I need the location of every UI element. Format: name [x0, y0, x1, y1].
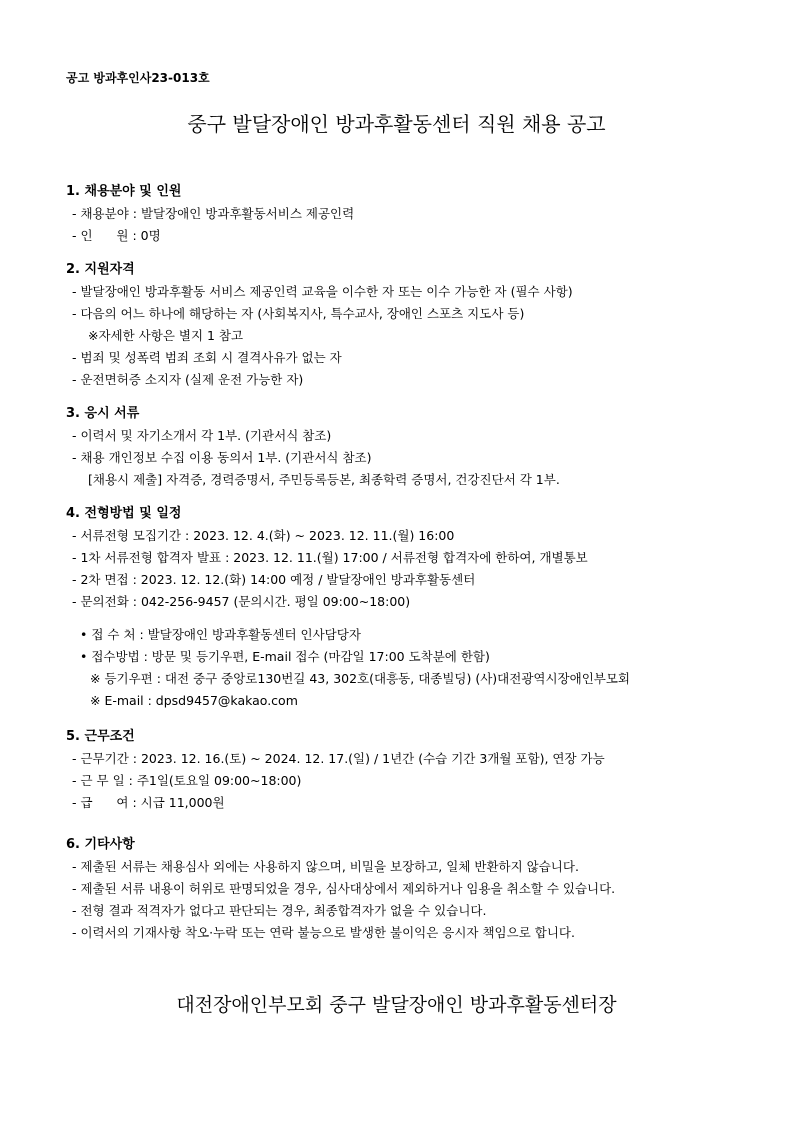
- bullet-note: ※ E-mail : dpsd9457@kakao.com: [90, 693, 298, 708]
- section-heading: 4. 전형방법 및 일정: [66, 506, 182, 521]
- section-other: [66, 834, 766, 944]
- section-line: - 1차 서류전형 합격자 발표 : 2023. 12. 11.(월) 17:00 / 서류전형 합격자에 한하여, 개별통보: [72, 550, 588, 565]
- section-note: ※자세한 사항은 별지 1 참고: [88, 328, 244, 343]
- section-line: - 2차 면접 : 2023. 12. 12.(화) 14:00 예정 / 발달장애인 방과후활동센터: [72, 572, 476, 587]
- section-line: - 급 여 : 시급 11,000원: [72, 795, 225, 810]
- document-title: 중구 발달장애인 방과후활동센터 직원 채용 공고: [187, 112, 606, 136]
- section-schedule: [66, 503, 766, 712]
- bullet-line: • 접 수 처 : 발달장애인 방과후활동센터 인사담당자: [80, 627, 361, 642]
- section-line: - 이력서의 기재사항 착오·누락 또는 연락 불능으로 발생한 불이익은 응시자 책임으로 합니다.: [72, 925, 575, 940]
- section-line: - 범죄 및 성폭력 범죄 조회 시 결격사유가 없는 자: [72, 350, 342, 365]
- section-line: - 근무기간 : 2023. 12. 16.(토) ~ 2024. 12. 17.(일) / 1년간 (수습 기간 3개월 포함), 연장 가능: [72, 751, 605, 766]
- notice-number: 공고 방과후인사23-013호: [66, 71, 210, 85]
- section-note: [채용시 제출] 자격증, 경력증명서, 주민등록등본, 최종학력 증명서, 건강진단서 각 1부.: [88, 472, 560, 487]
- section-line: - 다음의 어느 하나에 해당하는 자 (사회복지사, 특수교사, 장애인 스포츠 지도사 등): [72, 306, 525, 321]
- section-line: - 제출된 서류 내용이 허위로 판명되었을 경우, 심사대상에서 제외하거나 임용을 취소할 수 있습니다.: [72, 881, 616, 896]
- section-heading: 2. 지원자격: [66, 262, 135, 277]
- section-qualifications: [66, 259, 766, 391]
- section-heading: 3. 응시 서류: [66, 406, 140, 421]
- section-line: - 전형 결과 적격자가 없다고 판단되는 경우, 최종합격자가 없을 수 있습니다.: [72, 903, 487, 918]
- section-line: - 채용분야 : 발달장애인 방과후활동서비스 제공인력: [72, 206, 355, 221]
- section-recruitment-field: [66, 181, 766, 247]
- section-heading: 1. 채용분야 및 인원: [66, 184, 182, 199]
- section-documents: [66, 403, 766, 491]
- section-line: - 제출된 서류는 채용심사 외에는 사용하지 않으며, 비밀을 보장하고, 일체 반환하지 않습니다.: [72, 859, 579, 874]
- section-line: - 서류전형 모집기간 : 2023. 12. 4.(화) ~ 2023. 12. 11.(월) 16:00: [72, 528, 455, 543]
- bullet-line: • 접수방법 : 방문 및 등기우편, E-mail 접수 (마감일 17:00 도착분에 한함): [80, 649, 490, 664]
- section-work-conditions: [66, 726, 766, 814]
- section-line: - 이력서 및 자기소개서 각 1부. (기관서식 참조): [72, 428, 332, 443]
- section-line: - 발달장애인 방과후활동 서비스 제공인력 교육을 이수한 자 또는 이수 가능한 자 (필수 사항): [72, 284, 573, 299]
- section-line: - 문의전화 : 042-256-9457 (문의시간. 평일 09:00~18:00): [72, 594, 411, 609]
- section-line: - 운전면허증 소지자 (실제 운전 가능한 자): [72, 372, 304, 387]
- issuer-signature: 대전장애인부모회 중구 발달장애인 방과후활동센터장: [176, 994, 617, 1016]
- section-heading: 5. 근무조건: [66, 729, 135, 744]
- bullet-note: ※ 등기우편 : 대전 중구 중앙로130번길 43, 302호(대흥동, 대종빌딩) (사)대전광역시장애인부모회: [90, 671, 630, 686]
- section-line: - 근 무 일 : 주1일(토요일 09:00~18:00): [72, 773, 302, 788]
- section-line: - 인 원 : 0명: [72, 228, 161, 243]
- section-line: - 채용 개인정보 수집 이용 동의서 1부. (기관서식 참조): [72, 450, 372, 465]
- section-heading: 6. 기타사항: [66, 837, 135, 852]
